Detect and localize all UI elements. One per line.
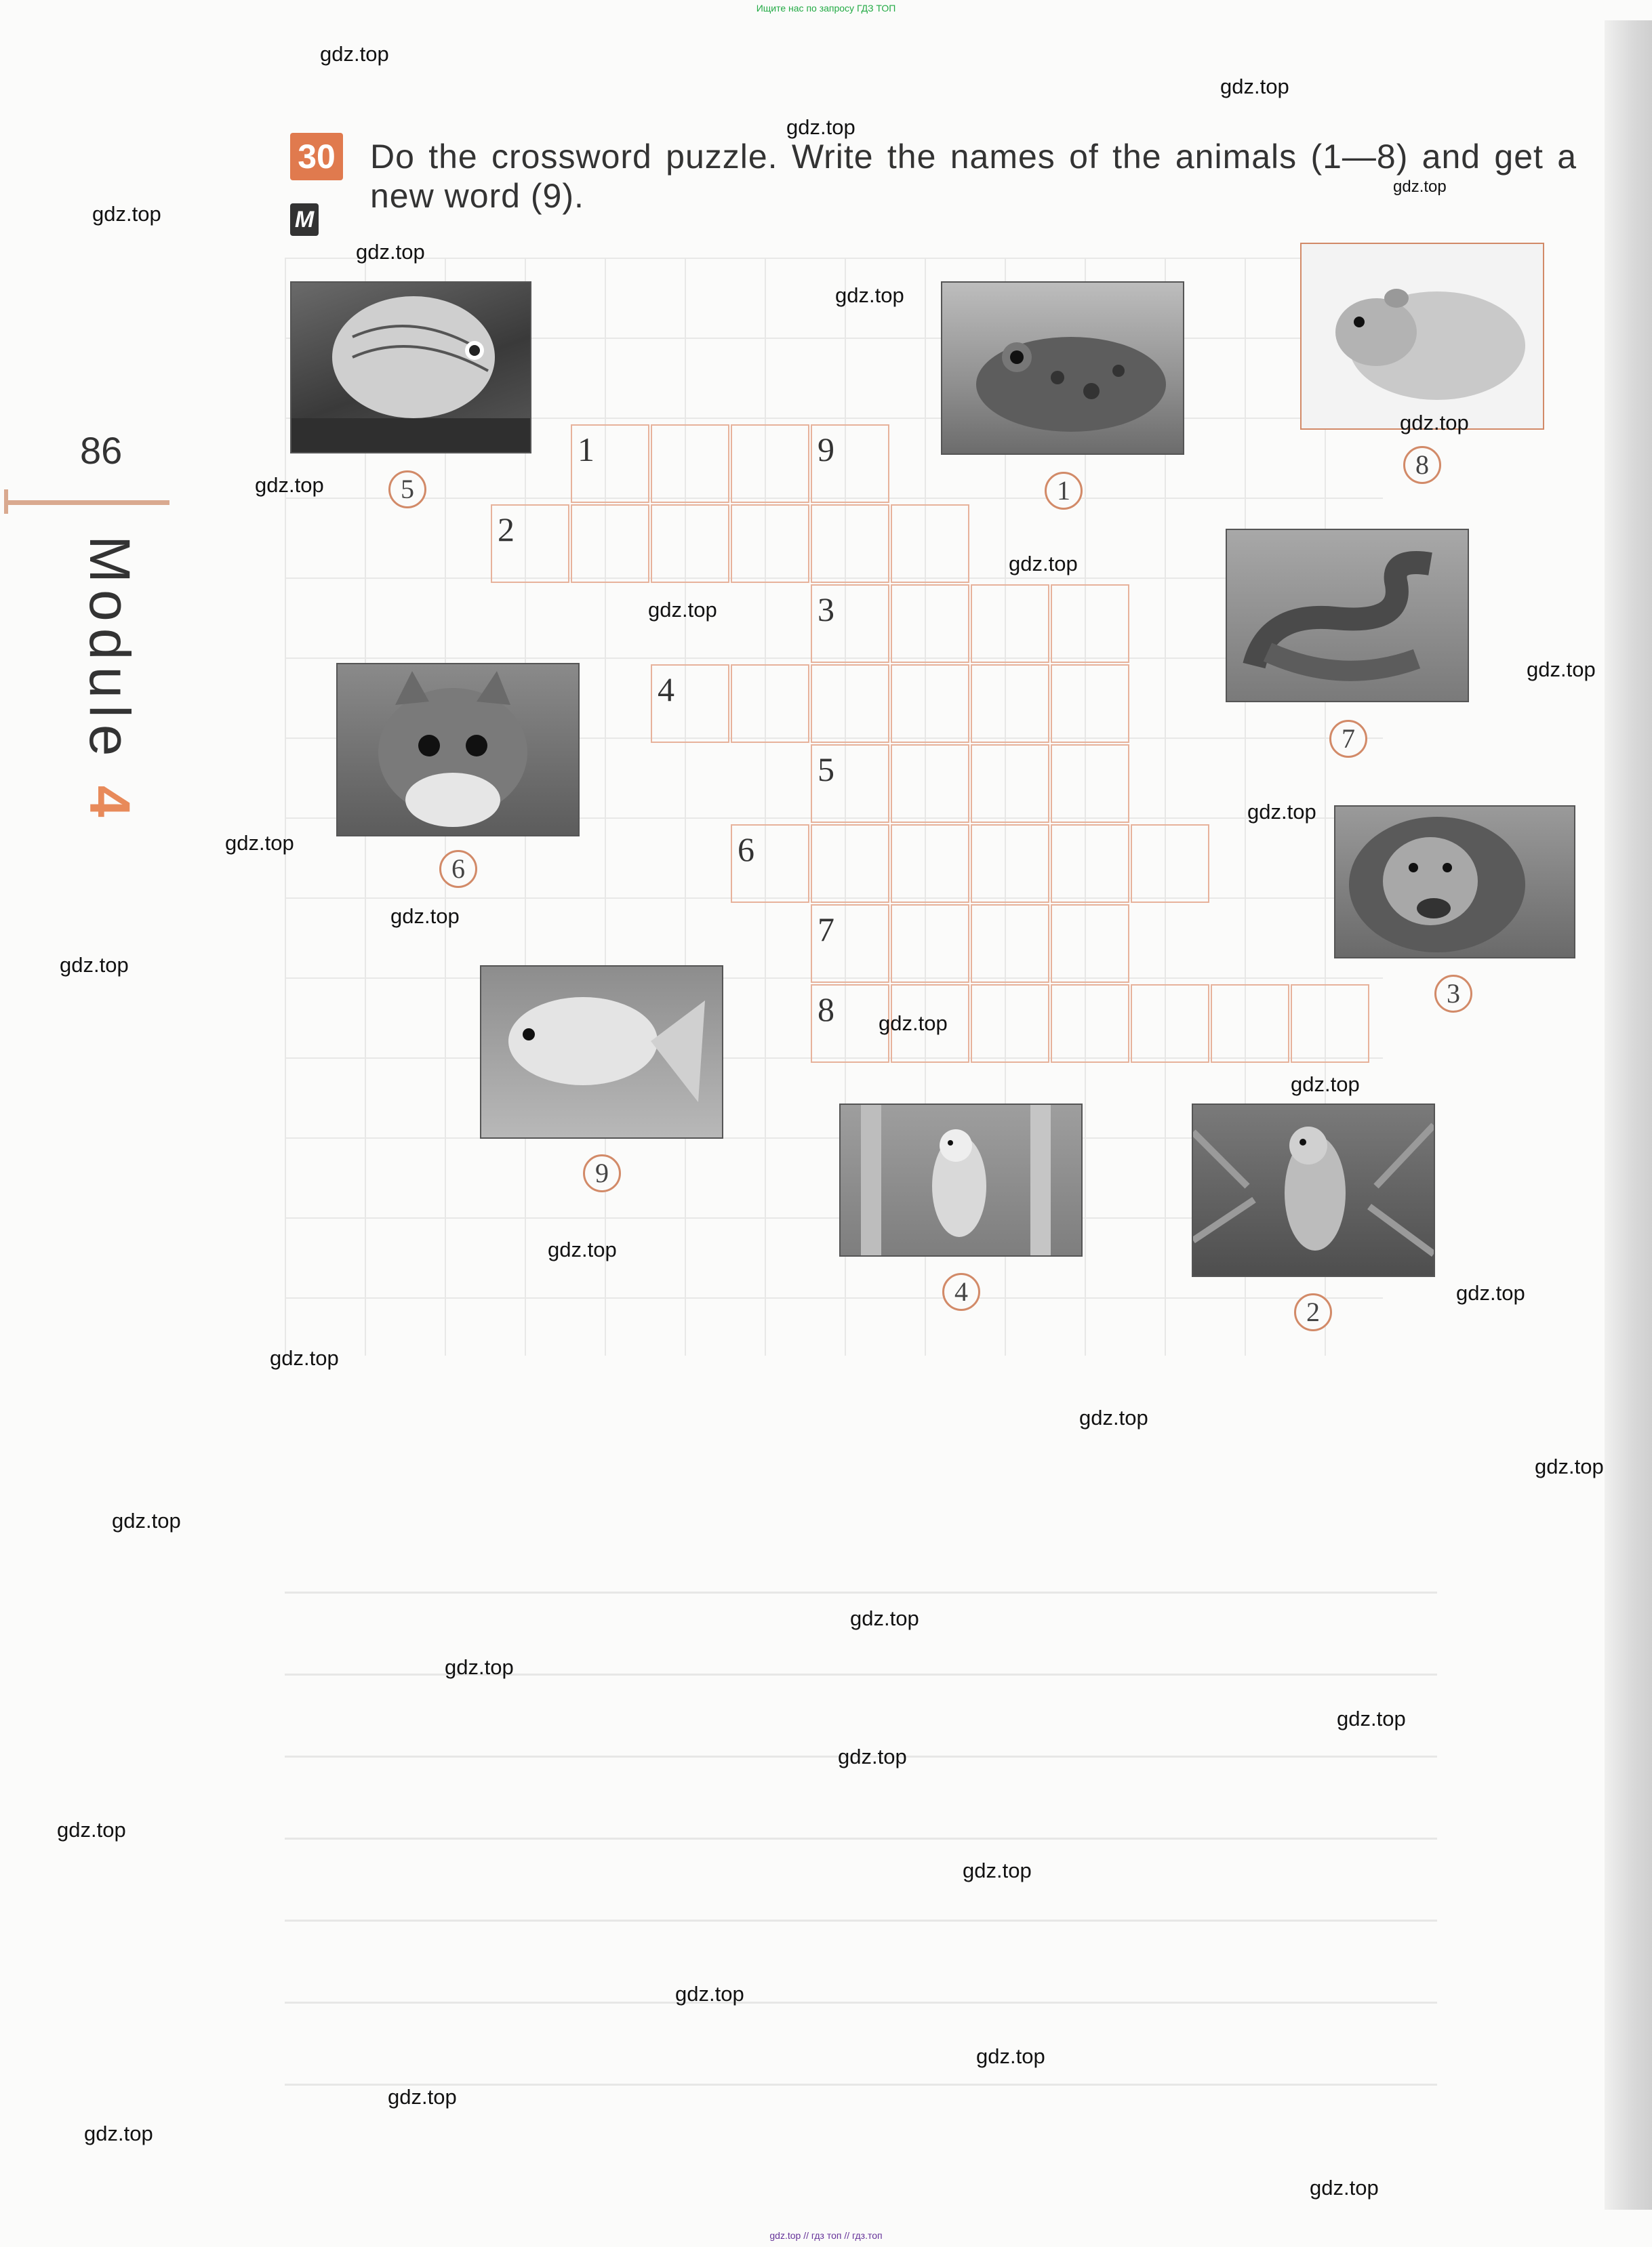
snake-photo <box>1226 529 1469 702</box>
module-word: Module <box>78 535 142 763</box>
photo-label-1: 1 <box>1045 472 1083 510</box>
watermark: gdz.top <box>835 283 904 307</box>
crossword-cell[interactable] <box>891 504 969 583</box>
watermark: gdz.top <box>1291 1072 1360 1096</box>
crossword-cell[interactable] <box>971 744 1049 823</box>
watermark: gdz.top <box>112 1509 181 1533</box>
clue-number-7: 7 <box>818 910 834 948</box>
photo-label-9: 9 <box>583 1154 621 1192</box>
photo-label-3: 3 <box>1434 975 1472 1013</box>
header-note: Ищите нас по запросу ГДЗ ТОП <box>756 3 896 14</box>
snake-icon <box>1227 530 1468 701</box>
photo-label-7: 7 <box>1329 720 1367 758</box>
crossword-cell[interactable] <box>971 984 1049 1063</box>
crossword-cell[interactable] <box>1051 984 1129 1063</box>
watermark: gdz.top <box>1400 411 1469 434</box>
exercise-instruction: Do the crossword puzzle. Write the names of the animals (1—8) and get a new word (9). <box>370 138 1577 215</box>
watermark: gdz.top <box>879 1011 948 1035</box>
watermark: gdz.top <box>225 831 294 855</box>
kitten-photo <box>336 663 580 836</box>
crossword-cell[interactable] <box>1051 824 1129 903</box>
page-binding-shadow <box>1605 20 1652 2210</box>
photo-label-4: 4 <box>942 1273 980 1311</box>
watermark: gdz.top <box>648 598 717 622</box>
side-rule <box>7 500 169 505</box>
crossword-cell[interactable] <box>651 424 729 503</box>
module-label <box>61 535 142 824</box>
crossword-cell[interactable] <box>731 504 809 583</box>
watermark: gdz.top <box>548 1238 617 1261</box>
exercise-number: 30 <box>290 133 343 180</box>
clue-number-6: 6 <box>738 830 754 868</box>
watermark: gdz.top <box>270 1346 339 1370</box>
parrot-icon <box>1193 1105 1434 1276</box>
watermark: gdz.top <box>1009 552 1078 575</box>
photo-label-5: 5 <box>388 470 426 508</box>
budgie-icon <box>841 1105 1081 1255</box>
crossword-cell[interactable] <box>891 664 969 743</box>
footer-note: gdz.top // гдз топ // гдз.топ <box>769 2230 883 2241</box>
goldfish-icon <box>481 967 722 1137</box>
crossword-cell[interactable] <box>1131 984 1209 1063</box>
watermark: gdz.top <box>1310 2176 1379 2200</box>
clue-number-9: 9 <box>818 430 834 468</box>
goldfish-photo <box>480 965 723 1139</box>
crossword-cell[interactable] <box>731 424 809 503</box>
crossword-cell[interactable] <box>891 744 969 823</box>
hamster-photo <box>1300 243 1544 430</box>
crossword-cell[interactable] <box>1051 904 1129 983</box>
watermark: gdz.top <box>255 473 324 497</box>
show-through-lines <box>285 1512 1437 2122</box>
watermark: gdz.top <box>388 2085 457 2109</box>
parrot-photo <box>1192 1104 1435 1277</box>
clue-number-3: 3 <box>818 590 834 628</box>
crossword-cell[interactable] <box>971 664 1049 743</box>
watermark: gdz.top <box>1393 178 1447 196</box>
clue-number-1: 1 <box>578 430 595 468</box>
clue-number-4: 4 <box>658 670 674 708</box>
watermark: gdz.top <box>786 115 855 139</box>
watermark: gdz.top <box>320 42 389 66</box>
watermark: gdz.top <box>850 1606 919 1630</box>
frog-photo <box>941 281 1184 455</box>
hamster-icon <box>1302 244 1543 428</box>
crossword-cell[interactable] <box>891 824 969 903</box>
crossword-cell[interactable] <box>1051 744 1129 823</box>
crossword-cell[interactable] <box>811 824 889 903</box>
watermark: gdz.top <box>1079 1406 1148 1430</box>
butterflyfish-icon <box>291 283 530 452</box>
budgie-photo <box>839 1104 1083 1257</box>
crossword-cell[interactable] <box>891 584 969 663</box>
watermark: gdz.top <box>1337 1707 1406 1730</box>
watermark: gdz.top <box>1247 800 1316 824</box>
watermark: gdz.top <box>1220 75 1289 98</box>
watermark: gdz.top <box>57 1818 126 1842</box>
clue-number-2: 2 <box>498 510 515 548</box>
watermark: gdz.top <box>92 202 161 226</box>
clue-number-8: 8 <box>818 990 834 1028</box>
crossword-cell[interactable] <box>731 664 809 743</box>
crossword-cell[interactable] <box>1051 584 1129 663</box>
crossword-cell[interactable] <box>1131 824 1209 903</box>
photo-label-2: 2 <box>1294 1293 1332 1331</box>
crossword-cell[interactable] <box>571 504 649 583</box>
watermark: gdz.top <box>60 953 129 977</box>
watermark: gdz.top <box>675 1982 744 2006</box>
watermark: gdz.top <box>390 904 460 928</box>
watermark: gdz.top <box>963 1859 1032 1882</box>
crossword-cell[interactable] <box>811 504 889 583</box>
lion-icon <box>1335 807 1574 957</box>
watermark: gdz.top <box>1535 1455 1604 1478</box>
photo-label-6: 6 <box>439 850 477 888</box>
kitten-icon <box>338 664 578 835</box>
crossword-cell[interactable] <box>971 904 1049 983</box>
crossword-cell[interactable] <box>651 504 729 583</box>
frog-icon <box>942 283 1183 453</box>
module-number: 4 <box>78 785 142 824</box>
crossword-cell[interactable] <box>1211 984 1289 1063</box>
crossword-cell[interactable] <box>971 824 1049 903</box>
lion-photo <box>1334 805 1575 958</box>
crossword-cell[interactable] <box>1051 664 1129 743</box>
page-number: 86 <box>80 429 123 472</box>
watermark: gdz.top <box>1456 1281 1525 1305</box>
crossword-cell[interactable] <box>811 664 889 743</box>
watermark: gdz.top <box>1527 657 1596 681</box>
clue-number-5: 5 <box>818 750 834 788</box>
watermark: gdz.top <box>976 2044 1045 2068</box>
crossword-cell[interactable] <box>1291 984 1369 1063</box>
butterflyfish-photo <box>290 281 531 453</box>
watermark: gdz.top <box>445 1655 514 1679</box>
m-badge-icon: M <box>290 203 319 236</box>
watermark: gdz.top <box>356 240 425 264</box>
crossword-cell[interactable] <box>891 904 969 983</box>
photo-label-8: 8 <box>1403 446 1441 484</box>
watermark: gdz.top <box>84 2122 153 2145</box>
crossword-cell[interactable] <box>971 584 1049 663</box>
watermark: gdz.top <box>838 1745 907 1768</box>
